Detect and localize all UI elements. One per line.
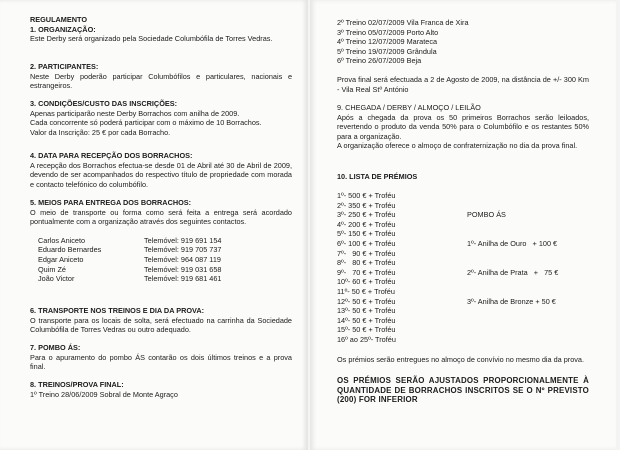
contact-row xyxy=(30,255,292,265)
prize-item: 14º- 50 € + Troféu xyxy=(337,315,396,325)
section-3 xyxy=(30,99,292,137)
training-line: 6º Treino 26/07/2009 Beja xyxy=(337,56,422,66)
section-5-text: O meio de transporte ou forma como será feita a entrega será acordado pontualmente com a organização através dos seguintes contactos. xyxy=(30,207,292,227)
prize-adjustment-notice xyxy=(337,376,589,405)
section-8 xyxy=(30,380,292,399)
document-title: REGULAMENTO xyxy=(30,15,88,24)
section-2-heading: 2. PARTICIPANTES: xyxy=(30,62,99,71)
section-1-text: Este Derby será organizado pela Sociedade Columbófila de Torres Vedras. xyxy=(30,34,273,44)
final-race xyxy=(337,75,589,94)
contact-name: Quim Zé xyxy=(38,264,66,274)
prize-item: 4º- 200 € + Troféu xyxy=(337,219,396,229)
prize-delivery xyxy=(337,355,589,365)
contact-phone: Telemóvel: 919 691 154 xyxy=(144,235,222,245)
section-7 xyxy=(30,343,292,372)
prize-item: 5º- 150 € + Troféu xyxy=(337,229,396,239)
section-6 xyxy=(30,306,292,335)
pombo-as-prizes xyxy=(467,191,558,316)
section-4 xyxy=(30,151,292,189)
training-line: 2º Treino 02/07/2009 Vila Franca de Xira xyxy=(337,18,469,27)
contact-name: Carlos Aniceto xyxy=(38,235,86,245)
section-5 xyxy=(30,198,292,284)
prize-item: 7º- 90 € + Troféu xyxy=(337,248,396,258)
prize-item: 16º ao 25º- Troféu xyxy=(337,334,396,344)
contact-row xyxy=(30,236,292,246)
section-3-line: Apenas participarão neste Derby Borrachos com anilha de 2009. xyxy=(30,108,240,118)
section-5-heading: 5. MEIOS PARA ENTREGA DOS BORRACHOS: xyxy=(30,198,192,207)
section-4-text: A recepção dos Borrachos efectua-se desde 01 de Abril até 30 de Abril de 2009, devendo de ser acompanhados do respectivo título de propriedade com morada e contacto telefónico do columbófilo. xyxy=(30,160,292,189)
section-9-heading: 9. CHEGADA / DERBY / ALMOÇO / LEILÃO xyxy=(337,103,481,112)
pombo-as-prize: 1º- Anilha de Ouro + 100 € xyxy=(467,238,558,248)
pombo-as-title: POMBO ÁS xyxy=(467,210,506,220)
section-8-heading: 8. TREINOS/PROVA FINAL: xyxy=(30,380,124,389)
contact-phone: Telemóvel: 964 087 119 xyxy=(144,254,221,264)
contact-phone: Telemóvel: 919 705 737 xyxy=(144,245,222,255)
section-6-heading: 6. TRANSPORTE NOS TREINOS E DIA DA PROVA: xyxy=(30,306,205,315)
prize-item: 1º- 500 € + Troféu xyxy=(337,191,396,200)
section-3-line: Cada concorrente só poderá participar com o máximo de 10 Borrachos. xyxy=(30,118,262,128)
prize-item: 8º- 80 € + Troféu xyxy=(337,258,396,268)
regulation-title-block xyxy=(30,15,292,44)
contact-name: Edgar Aniceto xyxy=(38,254,84,264)
prize-delivery-text: Os prémios serão entregues no almoço de convívio no mesmo dia da prova. xyxy=(337,355,585,364)
prize-item: 13º- 50 € + Troféu xyxy=(337,306,396,316)
training-line: 1º Treino 28/06/2009 Sobral de Monte Agraço xyxy=(30,389,178,399)
section-2-text: Neste Derby poderão participar Columbófilos e particulares, nacionais e estrangeiros. xyxy=(30,71,292,91)
contact-phone: Telemóvel: 919 031 658 xyxy=(144,264,222,274)
training-line: 3º Treino 05/07/2009 Porto Alto xyxy=(337,27,439,37)
pombo-as-prize: 3º- Anilha de Bronze + 50 € xyxy=(467,296,556,306)
training-line: 5º Treino 19/07/2009 Grândula xyxy=(337,46,437,56)
section-1-heading: 1. ORGANIZAÇÃO: xyxy=(30,24,96,34)
prize-item: 10º- 60 € + Troféu xyxy=(337,277,396,287)
section-3-line: Valor da Inscrição: 25 € por cada Borracho. xyxy=(30,127,171,137)
section-7-text: Para o apuramento do pombo ÁS contarão os dois últimos treinos e a prova final. xyxy=(30,352,292,372)
section-9-text: Após a chegada da prova os 50 primeiros Borrachos serão leiloados, revertendo o produto da venda 50% para o Columbófilo e os restantes 50% para a organização. xyxy=(337,112,589,141)
prize-item: 12º- 50 € + Troféu xyxy=(337,296,396,306)
section-3-heading: 3. CONDIÇÕES/CUSTO DAS INSCRIÇÕES: xyxy=(30,99,178,108)
prize-item: 9º- 70 € + Troféu xyxy=(337,267,396,277)
prize-item: 2º- 350 € + Troféu xyxy=(337,200,396,210)
section-2 xyxy=(30,62,292,91)
section-9-text-2: A organização oferece o almoço de confraternização no dia da prova final. xyxy=(337,141,578,151)
contact-name: João Victor xyxy=(38,274,75,284)
section-6-text: O transporte para os locais de solta, será efectuado na carrinha da Sociedade Columbófila de Torres Vedras ou outro adequado. xyxy=(30,315,292,335)
prize-adjustment-text: OS PRÉMIOS SERÃO AJUSTADOS PROPORCIONALMENTE À QUANTIDADE DE BORRACHOS INSCRITOS SE O Nº PREVISTO (200) FOR INFERIOR xyxy=(337,376,589,405)
section-10 xyxy=(337,172,589,182)
pombo-as-prize: 2º- Anilha de Prata + 75 € xyxy=(467,267,559,277)
contact-row xyxy=(30,245,292,255)
training-list xyxy=(337,18,589,66)
contact-name: Eduardo Bernardes xyxy=(38,245,102,255)
section-7-heading: 7. POMBO ÁS: xyxy=(30,343,81,352)
training-line: 4º Treino 12/07/2009 Marateca xyxy=(337,37,438,47)
section-10-heading: 10. LISTA DE PRÉMIOS xyxy=(337,172,418,181)
contact-row xyxy=(30,265,292,275)
prize-item: 15º- 50 € + Troféu xyxy=(337,325,396,335)
prize-item: 11º- 50 € + Troféu xyxy=(337,286,395,296)
final-race-text: Prova final será efectuada a 2 de Agosto de 2009, na distância de +/- 300 Km - Vila Real Stº António xyxy=(337,75,589,94)
contact-row xyxy=(30,274,292,284)
contact-phone: Telemóvel: 919 681 461 xyxy=(144,274,222,284)
prize-item: 6º- 100 € + Troféu xyxy=(337,238,396,248)
section-4-heading: 4. DATA PARA RECEPÇÃO DOS BORRACHOS: xyxy=(30,151,193,160)
section-9 xyxy=(337,103,589,151)
prize-item: 3º- 250 € + Troféu xyxy=(337,210,396,220)
